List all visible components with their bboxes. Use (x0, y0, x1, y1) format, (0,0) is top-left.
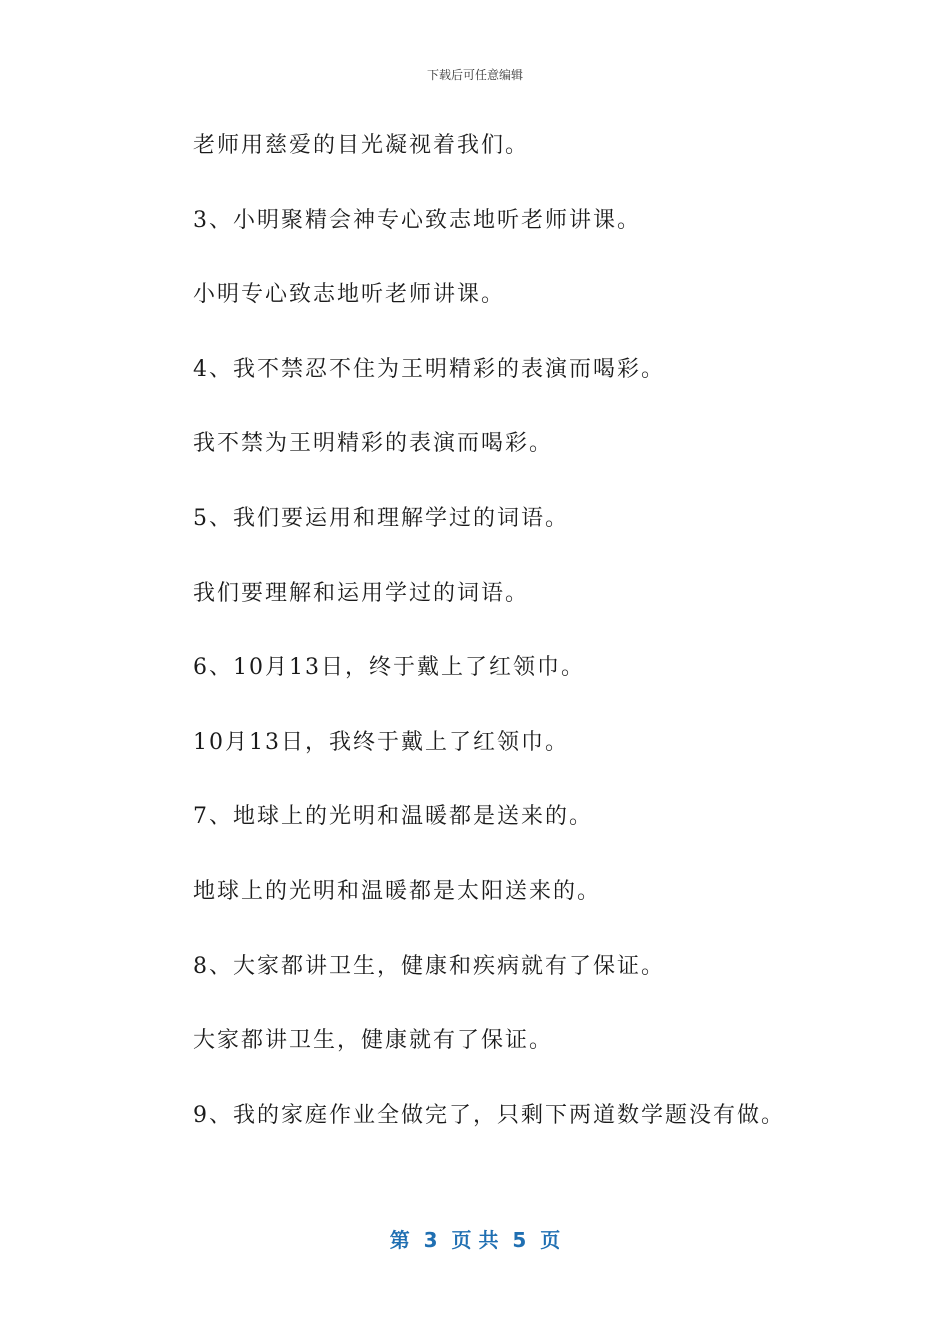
text-line: 8、大家都讲卫生，健康和疾病就有了保证。 (193, 953, 665, 979)
text-line: 大家都讲卫生，健康就有了保证。 (193, 1028, 554, 1054)
text-line: 地球上的光明和温暖都是太阳送来的。 (193, 878, 602, 904)
text-line: 7、地球上的光明和温暖都是送来的。 (193, 804, 593, 830)
text-line: 我不禁为王明精彩的表演而喝彩。 (193, 431, 554, 457)
text-line: 我们要理解和运用学过的词语。 (193, 580, 530, 606)
text-line: 6、10月13日，终于戴上了红领巾。 (193, 655, 585, 681)
page-header: 下载后可任意编辑 (426, 68, 523, 82)
text-line: 10月13日，我终于戴上了红领巾。 (193, 729, 569, 755)
document-body (193, 128, 893, 1172)
text-line: 5、我们要运用和理解学过的词语。 (193, 505, 569, 531)
text-line: 小明专心致志地听老师讲课。 (193, 282, 506, 308)
page-number-footer: 第 3 页 共 5 页 (389, 1228, 561, 1252)
text-line: 4、我不禁忍不住为王明精彩的表演而喝彩。 (193, 356, 665, 382)
text-line: 3、小明聚精会神专心致志地听老师讲课。 (193, 207, 641, 233)
text-line: 9、我的家庭作业全做完了，只剩下两道数学题没有做。 (193, 1102, 785, 1128)
text-line: 老师用慈爱的目光凝视着我们。 (193, 133, 530, 158)
